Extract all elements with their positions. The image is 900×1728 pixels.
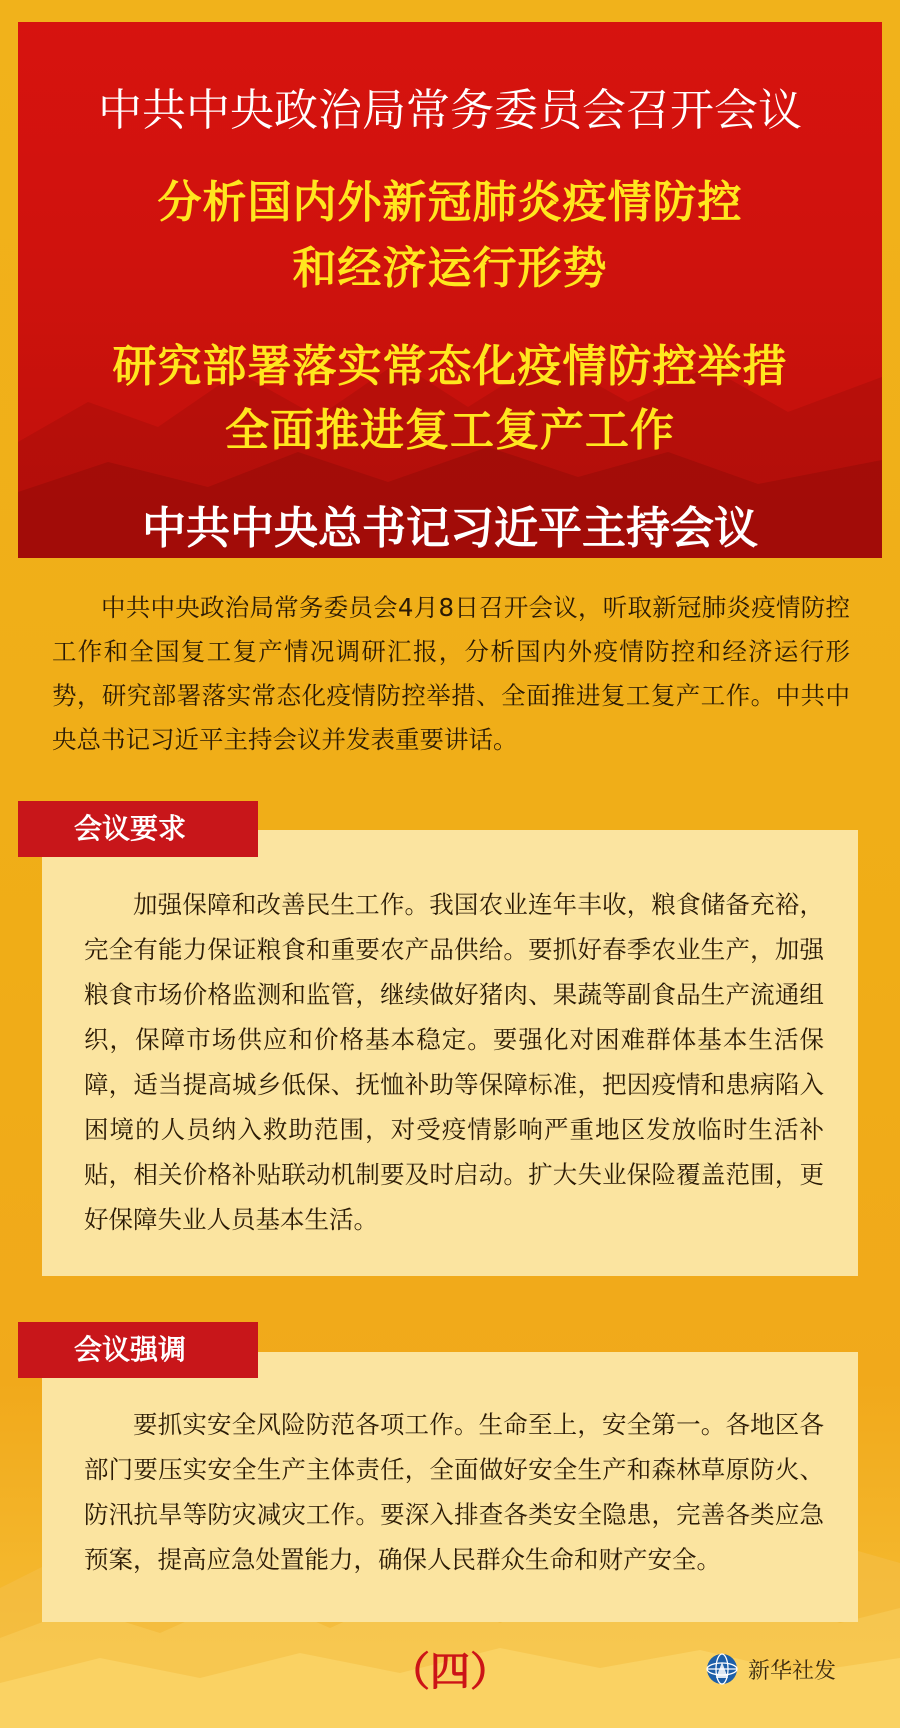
banner-bottom-title: 中共中央总书记习近平主持会议 xyxy=(142,503,758,554)
headline-line-2: 和经济运行形势 xyxy=(292,243,608,294)
section-label-requirements: 会议要求 xyxy=(18,801,258,857)
headline-line-1: 分析国内外新冠肺炎疫情防控 xyxy=(157,177,743,228)
part-number: （四） xyxy=(390,1649,510,1695)
headline-line-4: 全面推进复工复产工作 xyxy=(225,405,675,456)
source-credit xyxy=(706,1651,836,1687)
intro-paragraph: 中共中央政治局常务委员会4月8日召开会议，听取新冠肺炎疫情防控工作和全国复工复产情况调研汇报，分析国内外疫情防控和经济运行形势，研究部署落实常态化疫情防控举措、全面推进复工复产工作。中共中央总书记习近平主持会议并发表重要讲话。 xyxy=(52,593,850,754)
section-text-emphasis: 要抓实安全风险防范各项工作。生命至上，安全第一。各地区各部门要压实安全生产主体责任，全面做好安全生产和森林草原防火、防汛抗旱等防灾减灾工作。要深入排查各类安全隐患，完善各类应急预案，提高应急处置能力，确保人民群众生命和财产安全。 xyxy=(84,1410,824,1574)
section-text-requirements: 加强保障和改善民生工作。我国农业连年丰收，粮食储备充裕，完全有能力保证粮食和重要农产品供给。要抓好春季农业生产，加强粮食市场价格监测和监管，继续做好猪肉、果蔬等副食品生产流通组织，保障市场供应和价格基本稳定。要强化对困难群体基本生活保障，适当提高城乡低保、抚恤补助等保障标准，把因疫情和患病陷入困境的人员纳入救助范围，对受疫情影响严重地区发放临时生活补贴，相关价格补贴联动机制要及时启动。扩大失业保险覆盖范围，更好保障失业人员基本生活。 xyxy=(84,890,824,1234)
source-text: 新华社发 xyxy=(748,1658,837,1684)
headline-banner xyxy=(18,22,882,558)
section-label-emphasis: 会议强调 xyxy=(18,1322,258,1378)
headline-line-3: 研究部署落实常态化疫情防控举措 xyxy=(112,341,788,392)
xinhua-globe-logo-icon xyxy=(706,1653,738,1685)
banner-top-title: 中共中央政治局常务委员会召开会议 xyxy=(98,85,802,136)
